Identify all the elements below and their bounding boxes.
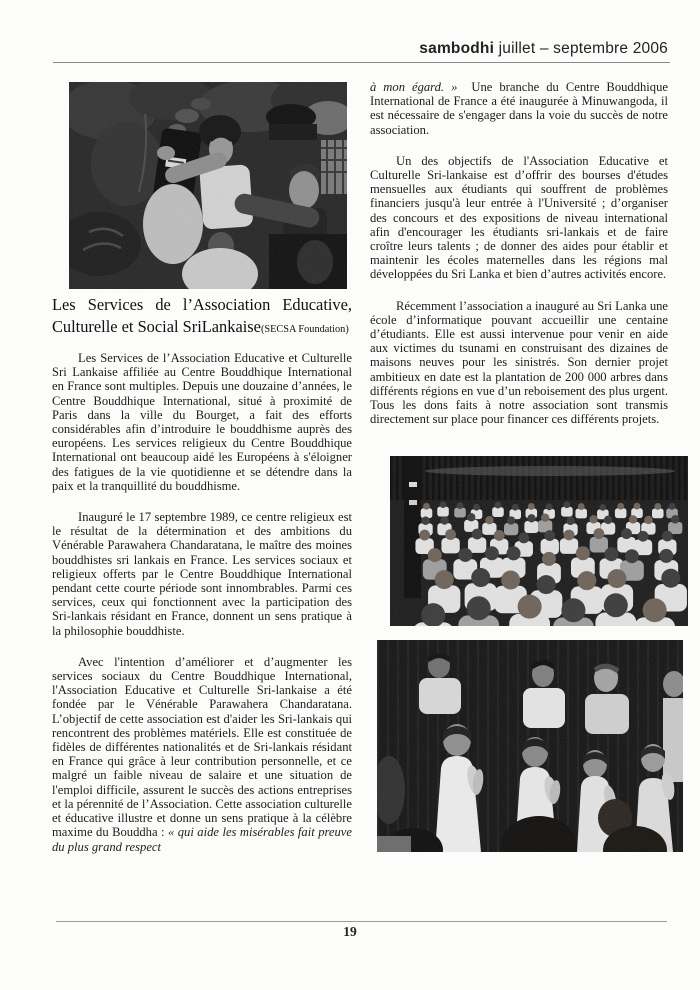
- buddha-maxim-quote-end: à mon égard. »: [370, 80, 458, 94]
- paragraph: Un des objectifs de l'Association Educative et Culturelle Sri-lankaise est d’offrir des bourses d'études mensuelles aux étudiants qui souffrent de problèmes financiers jusqu'à leur entrée à l'Université ; d’organiser des concours et des expositions de niveau international afin d'encourager les étudiants sri-lankais et de faire croître leurs talents ; de donner des aides pour établir et maintenir les écoles maternelles dans les régions mal développées du Sri Lanka et bien d’autres activités encore.: [370, 153, 668, 282]
- magazine-name: sambodhi: [419, 40, 495, 57]
- paragraph: Avec l'intention d’améliorer et d’augmenter les services sociaux du Centre Bouddhique International, l'Association Educative et Culturelle Sri-lankaise a été fondée par le Vénérable Parawahera Chandaratana. L’objectif de cette association est d'aider les Sri-lankais qui rencontrent des problèmes matériels. Elle est constituée de fidèles de différentes nationalités et de Sri-lankais résidant en France qui grâce à leur contribution personnelle, et ce malgré un faible niveau de salaire et une situation de l'emploi difficile, assurent le succès des actions entreprises et la pérennité de l’Association. Cette association culturelle et éducative illustre et donne un sens pratique à la célèbre maxime du Bouddha : « qui aide les misérables fait preuve du plus grand respect: [52, 654, 352, 854]
- paragraph: Récemment l’association a inauguré au Sri Lanka une école d’informatique pouvant accueillir une centaine d’étudiants. Elle est aussi intervenue pour venir en aide aux victimes du tsunami en construisant des dizaines de maisons neuves pour les sinistrés. Son dernier projet ambitieux en date est la plantation de 200 000 arbres dans différents régions en vue d’un reboisement des plus urgent. Tous les dons faits à notre association sont transmis directement sur place pour financer ces différents projets.: [370, 298, 668, 427]
- article-title-line2: Culturelle et Social SriLankaise(SECSA Foundation): [52, 317, 349, 336]
- right-column: [370, 80, 688, 852]
- paragraph: Les Services de l’Association Educative et Culturelle Sri Lankaise affiliée au Centre Bouddhique International en France sont multiples. Depuis une douzaine d’années, le Centre Bouddhique International, situé à proximité de Paris dans la ville du Bourget, a fait des efforts considérables afin d’introduire le bouddhisme auprès des européens. Les services religieux du Centre Bouddhique International ont beaucoup aidé les Européens à s'éloigner des fatigues de la vie quotidienne et se détendre dans la paix et la tranquillité du bouddhisme.: [52, 351, 352, 493]
- schoolchildren-auditorium-photo: [390, 456, 688, 626]
- tree-sapling-distribution-crowd-photo: [69, 82, 347, 289]
- article-title: [52, 294, 352, 341]
- header-rule: [53, 62, 670, 63]
- paragraph: Inauguré le 17 septembre 1989, ce centre religieux est le résultat de la détermination et des ambitions du Vénérable Parawahera Chandaratana, le maître des moines bouddhistes sri lankais en France. Les services sociaux et religieux offerts par le Centre Bouddhique International pendant cette courte période sont innombrables. Parmi ces services, ceux qui fonctionnent avec la participation des Sri-lankais résidant en France, donnent un sens pratique à la philosophie bouddhiste.: [52, 510, 352, 638]
- left-column: [52, 80, 352, 854]
- article-title-suffix: (SECSA Foundation): [260, 324, 349, 335]
- footer-rule: [56, 921, 667, 922]
- buddha-maxim-quote: « qui aide les misérables fait preuve du plus grand respect: [52, 825, 352, 854]
- article-title-line1: Les Services de l’Association Educative,: [52, 295, 352, 314]
- masthead: [419, 40, 668, 58]
- issue-period: juillet – septembre 2006: [498, 40, 668, 57]
- page-number: 19: [343, 924, 357, 939]
- praying-crowd-photo: [377, 640, 683, 852]
- paragraph: à mon égard. » Une branche du Centre Bouddhique International de France a été inaugurée à Minuwangoda, il est nécessaire de s'engager dans la voie du succès de notre association.: [370, 80, 668, 137]
